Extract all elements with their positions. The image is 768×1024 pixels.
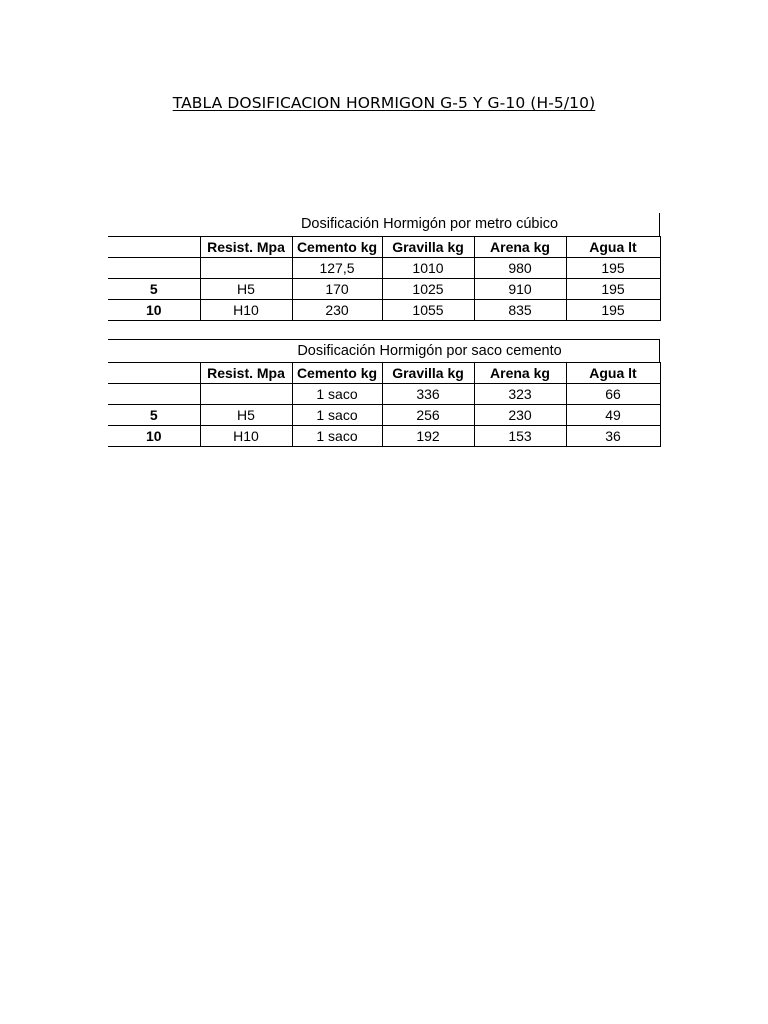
table-cell: 127,5: [292, 258, 382, 279]
row-label: 5: [108, 279, 200, 300]
table-cell: H10: [200, 426, 292, 447]
table-cell: 1010: [382, 258, 474, 279]
row-label: 10: [108, 426, 200, 447]
table-cell: 1 saco: [292, 384, 382, 405]
table-cell: 910: [474, 279, 566, 300]
table-cell: 195: [566, 258, 660, 279]
dosage-table: [108, 362, 661, 447]
header-cell: Resist. Mpa: [200, 363, 292, 384]
header-cell: Agua lt: [566, 237, 660, 258]
table-cell: 256: [382, 405, 474, 426]
table-cell: 66: [566, 384, 660, 405]
table-cell: [200, 258, 292, 279]
header-cell: Agua lt: [566, 363, 660, 384]
table-cell: 1 saco: [292, 426, 382, 447]
header-cell: Gravilla kg: [382, 237, 474, 258]
header-cell: Resist. Mpa: [200, 237, 292, 258]
table-cell: 195: [566, 279, 660, 300]
table-per-cubic-meter: [108, 213, 660, 321]
table-cell: [200, 384, 292, 405]
table-cell: 1 saco: [292, 405, 382, 426]
table-cell: 336: [382, 384, 474, 405]
table-header-row: [108, 237, 660, 258]
dosage-table: [108, 236, 661, 321]
table-cell: 170: [292, 279, 382, 300]
header-cell: Arena kg: [474, 237, 566, 258]
row-label: [108, 258, 200, 279]
page-title: TABLA DOSIFICACION HORMIGON G-5 Y G-10 (H-5/10): [172, 94, 596, 112]
table-cell: 36: [566, 426, 660, 447]
table-caption: Dosificación Hormigón por metro cúbico: [108, 213, 660, 236]
table-per-cement-sack: [108, 339, 660, 447]
table-cell: H5: [200, 279, 292, 300]
table-row: [108, 300, 660, 321]
row-label: 10: [108, 300, 200, 321]
table-cell: 192: [382, 426, 474, 447]
table-caption: Dosificación Hormigón por saco cemento: [108, 339, 660, 362]
table-cell: 49: [566, 405, 660, 426]
table-row: [108, 258, 660, 279]
header-cell: Gravilla kg: [382, 363, 474, 384]
header-cell: Cemento kg: [292, 237, 382, 258]
table-cell: 153: [474, 426, 566, 447]
table-cell: 980: [474, 258, 566, 279]
table-cell: 1055: [382, 300, 474, 321]
header-cell: [108, 237, 200, 258]
table-cell: 1025: [382, 279, 474, 300]
row-label: 5: [108, 405, 200, 426]
table-cell: H10: [200, 300, 292, 321]
table-cell: 230: [292, 300, 382, 321]
header-cell: Arena kg: [474, 363, 566, 384]
table-cell: 835: [474, 300, 566, 321]
table-cell: H5: [200, 405, 292, 426]
table-row: [108, 384, 660, 405]
table-cell: 230: [474, 405, 566, 426]
table-cell: 195: [566, 300, 660, 321]
table-row: [108, 426, 660, 447]
table-cell: 323: [474, 384, 566, 405]
row-label: [108, 384, 200, 405]
header-cell: [108, 363, 200, 384]
table-row: [108, 405, 660, 426]
table-header-row: [108, 363, 660, 384]
header-cell: Cemento kg: [292, 363, 382, 384]
table-row: [108, 279, 660, 300]
